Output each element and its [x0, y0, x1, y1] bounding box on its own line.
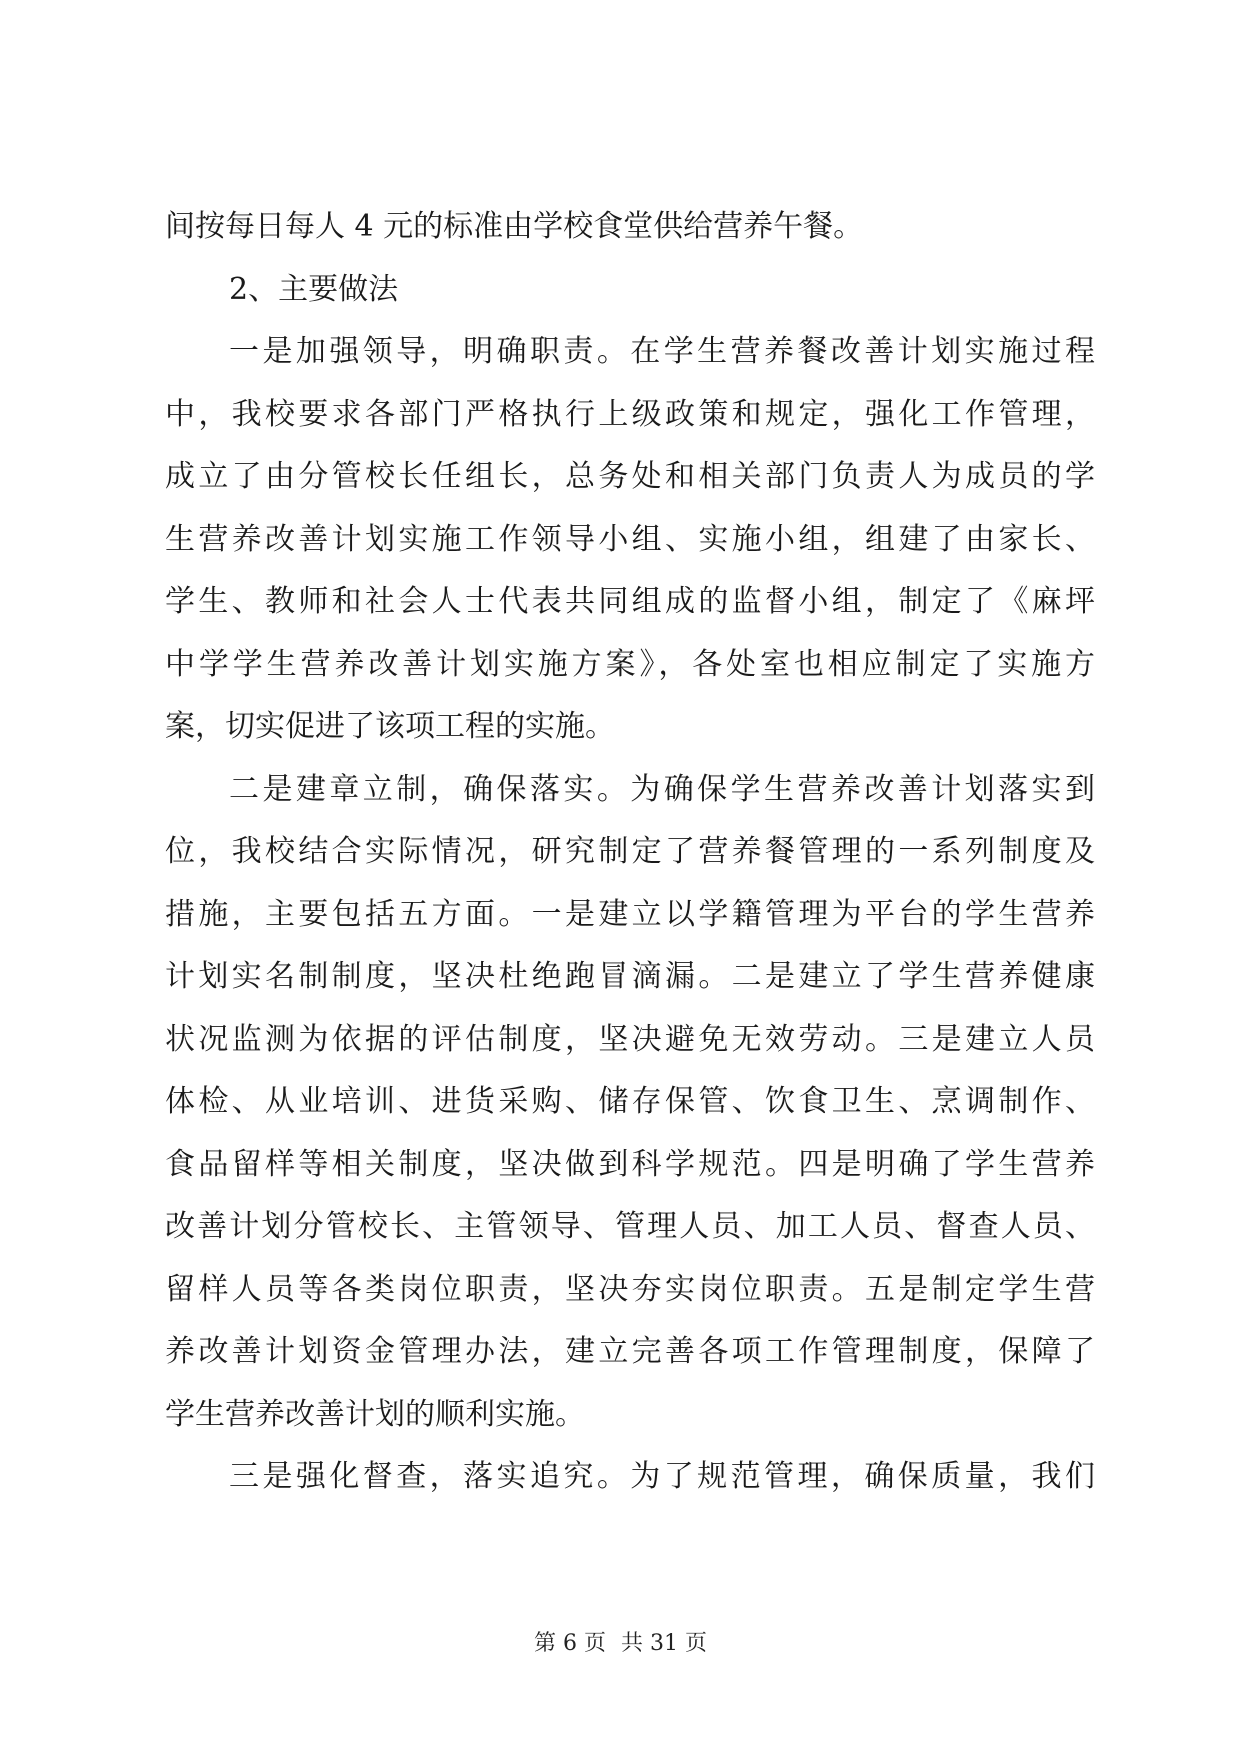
page-footer: [0, 1626, 1241, 1657]
text-line: 生营养改善计划实施工作领导小组、实施小组，组建了由家长、: [165, 521, 1095, 557]
page-total: 共 31 页: [621, 1631, 707, 1656]
text-line: 体检、从业培训、进货采购、储存保管、饮食卫生、烹调制作、: [165, 1084, 1095, 1119]
text-line: 食品留样等相关制度，坚决做到科学规范。四是明确了学生营养: [165, 1146, 1095, 1182]
text-line: 学生、教师和社会人士代表共同组成的监督小组，制定了《麻坪: [165, 584, 1095, 619]
text-line: 计划实名制制度，坚决杜绝跑冒滴漏。二是建立了学生营养健康: [165, 959, 1095, 994]
text-line: 措施，主要包括五方面。一是建立以学籍管理为平台的学生营养: [165, 896, 1095, 932]
text-line: 位，我校结合实际情况，研究制定了营养餐管理的一系列制度及: [165, 834, 1095, 869]
text-line: 中，我校要求各部门严格执行上级政策和规定，强化工作管理，: [165, 396, 1095, 432]
text-line: 改善计划分管校长、主管领导、管理人员、加工人员、督查人员、: [165, 1209, 1095, 1244]
text-line: 案，切实促进了该项工程的实施。: [165, 709, 615, 744]
text-line: 状况监测为依据的评估制度，坚决避免无效劳动。三是建立人员: [165, 1021, 1095, 1057]
page-number: 第 6 页: [534, 1631, 606, 1656]
text-line: 三是强化督查，落实追究。为了规范管理，确保质量，我们: [229, 1459, 1095, 1494]
section-heading: 2、主要做法: [229, 271, 399, 307]
text-line: 中学学生营养改善计划实施方案》，各处室也相应制定了实施方: [165, 646, 1095, 682]
document-body: [165, 196, 1095, 1509]
text-line: 二是建章立制，确保落实。为确保学生营养改善计划落实到: [229, 771, 1095, 807]
text-line: 成立了由分管校长任组长，总务处和相关部门负责人为成员的学: [165, 459, 1095, 494]
text-line: 养改善计划资金管理办法，建立完善各项工作管理制度，保障了: [165, 1334, 1095, 1369]
text-line: 间按每日每人 4 元的标准由学校食堂供给营养午餐。: [165, 209, 864, 244]
text-line: 学生营养改善计划的顺利实施。: [165, 1396, 585, 1432]
text-line: 留样人员等各类岗位职责，坚决夯实岗位职责。五是制定学生营: [165, 1271, 1095, 1307]
text-line: 一是加强领导，明确职责。在学生营养餐改善计划实施过程: [229, 334, 1095, 369]
